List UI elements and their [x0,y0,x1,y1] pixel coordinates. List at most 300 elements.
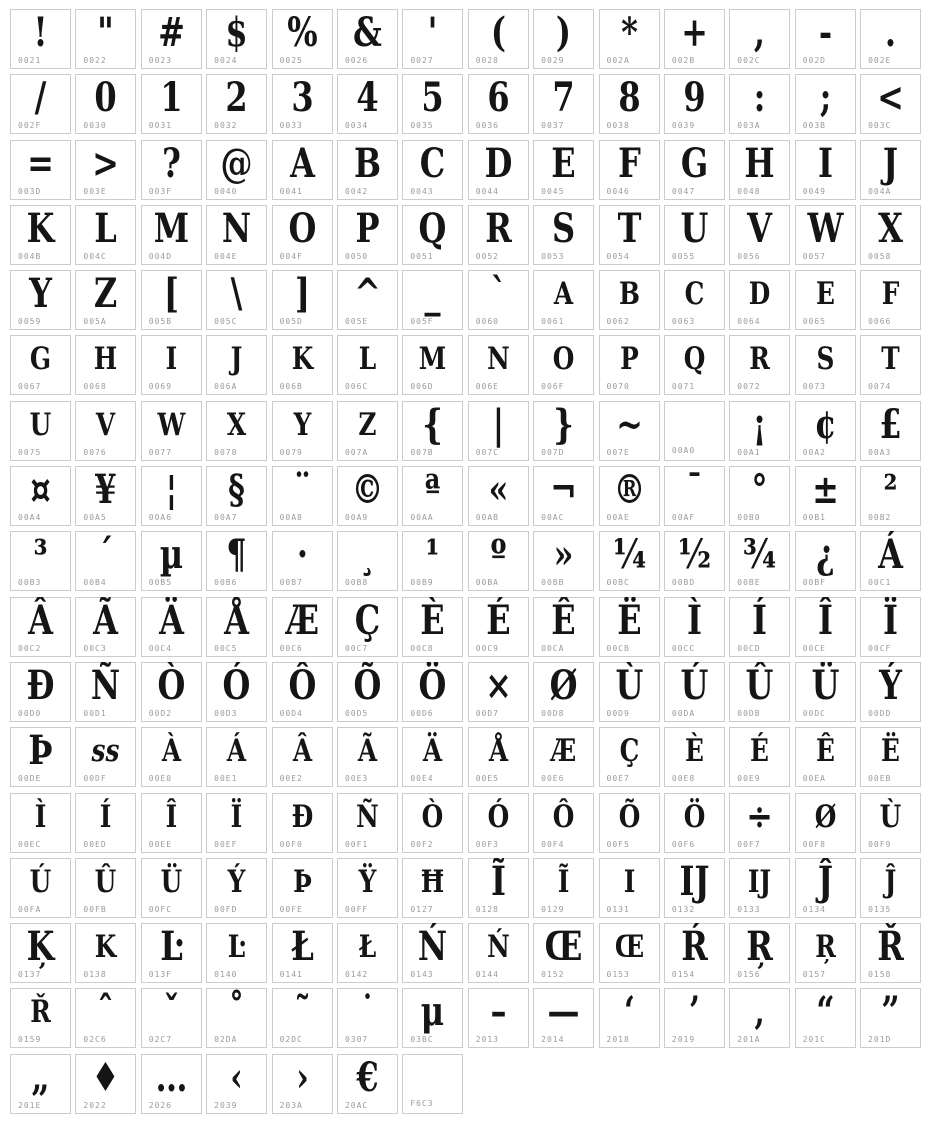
glyph-cell-003B[interactable] [795,74,856,134]
glyph-cell-00FB[interactable] [75,858,136,918]
glyph-cell-0072[interactable] [729,335,790,395]
glyph-cell-0077[interactable] [141,401,202,461]
glyph-code: 0031 [148,121,173,131]
glyph: Ã [93,596,119,644]
glyph-cell-013F[interactable] [141,923,202,983]
glyph-cell-0041[interactable] [272,140,333,200]
glyph-cell-0064[interactable] [729,270,790,330]
glyph-cell-00A2[interactable] [795,401,856,461]
glyph: } [553,400,574,448]
glyph-code: 00E2 [279,774,303,784]
glyph-cell-0033[interactable] [272,74,333,134]
glyph-cell-00F7[interactable] [729,793,790,853]
glyph-cell-00B2[interactable] [860,466,921,526]
glyph: Ç [354,596,381,644]
glyph-code: 004B [18,251,42,261]
glyph-cell-0039[interactable] [664,74,725,134]
glyph-code: 0144 [475,970,499,980]
glyph: > [92,139,120,187]
glyph-cell-00D9[interactable] [599,662,660,722]
glyph-code: 00F5 [606,839,630,849]
glyph-cell-0023[interactable] [141,9,202,69]
glyph-cell-0128[interactable] [468,858,529,918]
glyph-cell-0153[interactable] [599,923,660,983]
glyph-cell-0131[interactable] [599,858,660,918]
glyph-cell-004D[interactable] [141,205,202,265]
glyph-cell-2022[interactable] [75,1054,136,1114]
glyph-cell-00FC[interactable] [141,858,202,918]
glyph: ? [161,139,181,187]
glyph-code: 0027 [410,56,434,65]
glyph-cell-0035[interactable] [402,74,463,134]
glyph-cell-00CB[interactable] [599,597,660,657]
glyph-cell-0062[interactable] [599,270,660,330]
glyph-cell-00F4[interactable] [533,793,594,853]
glyph-cell-006F[interactable] [533,335,594,395]
glyph-cell-00ED[interactable] [75,793,136,853]
glyph-cell-00B9[interactable] [402,531,463,591]
glyph-cell-00AE[interactable] [599,466,660,526]
glyph-cell-0074[interactable] [860,335,921,395]
glyph-cell-00A1[interactable] [729,401,790,461]
glyph-cell-00DA[interactable] [664,662,725,722]
glyph-cell-0027[interactable] [402,9,463,69]
glyph: I [817,139,833,187]
glyph-cell-00A6[interactable] [141,466,202,526]
glyph-cell-00F9[interactable] [860,793,921,853]
glyph-cell-0078[interactable] [206,401,267,461]
glyph-cell-00E7[interactable] [599,727,660,787]
glyph-cell-00C1[interactable] [860,531,921,591]
glyph-cell-00C5[interactable] [206,597,267,657]
glyph-cell-0060[interactable] [468,270,529,330]
glyph-cell-00BB[interactable] [533,531,594,591]
glyph: Ô [288,661,316,709]
glyph-cell-0127[interactable] [402,858,463,918]
glyph-cell-005A[interactable] [75,270,136,330]
glyph-cell-004A[interactable] [860,140,921,200]
glyph-cell-00A7[interactable] [206,466,267,526]
glyph-cell-0050[interactable] [337,205,398,265]
glyph-cell-00EE[interactable] [141,793,202,853]
glyph-cell-0307[interactable] [337,988,398,1048]
glyph-cell-0143[interactable] [402,923,463,983]
glyph: < [877,74,904,122]
glyph-cell-0059[interactable] [10,270,71,330]
glyph: Ä [158,596,184,644]
glyph-code: 00EB [868,774,892,784]
glyph-code: 0048 [737,186,761,196]
glyph: \ [230,270,243,318]
glyph-cell-0021[interactable] [10,9,71,69]
glyph-cell-00E1[interactable] [206,727,267,787]
glyph-cell-005E[interactable] [337,270,398,330]
glyph-code: 0071 [671,382,696,392]
glyph-cell-0132[interactable] [664,858,725,918]
glyph-cell-007A[interactable] [337,401,398,461]
glyph-cell-00E9[interactable] [729,727,790,787]
glyph-cell-0043[interactable] [402,140,463,200]
glyph-cell-02DA[interactable] [206,988,267,1048]
glyph: ( [490,9,506,56]
glyph-cell-0052[interactable] [468,205,529,265]
glyph-code: 0021 [18,56,42,65]
glyph-code: 2019 [671,1035,696,1045]
glyph-code: 0065 [802,317,826,327]
glyph-cell-2013[interactable] [468,988,529,1048]
glyph-cell-0025[interactable] [272,9,333,69]
glyph-cell-00B3[interactable] [10,531,71,591]
glyph-cell-0066[interactable] [860,270,921,330]
glyph-cell-004E[interactable] [206,205,267,265]
glyph-cell-00D7[interactable] [468,662,529,722]
glyph-cell-00AF[interactable] [664,466,725,526]
glyph-cell-2026[interactable] [141,1054,202,1114]
glyph-cell-0053[interactable] [533,205,594,265]
glyph-cell-00EB[interactable] [860,727,921,787]
glyph-code: 0038 [606,121,630,131]
glyph-cell-0030[interactable] [75,74,136,134]
glyph-cell-005D[interactable] [272,270,333,330]
glyph-cell-0045[interactable] [533,140,594,200]
glyph-cell-2019[interactable] [664,988,725,1048]
glyph-cell-0031[interactable] [141,74,202,134]
glyph-cell-00AA[interactable] [402,466,463,526]
glyph-cell-0135[interactable] [860,858,921,918]
glyph-cell-00FD[interactable] [206,858,267,918]
glyph-cell-02C7[interactable] [141,988,202,1048]
glyph-code: 00E7 [606,774,630,784]
glyph-cell-0134[interactable] [795,858,856,918]
glyph-cell-007E[interactable] [599,401,660,461]
glyph-code: 00F6 [671,839,696,849]
glyph-cell-0063[interactable] [664,270,725,330]
glyph-cell-006A[interactable] [206,335,267,395]
glyph-cell-201C[interactable] [795,988,856,1048]
glyph-cell-0055[interactable] [664,205,725,265]
glyph-cell-003D[interactable] [10,140,71,200]
glyph-cell-00E4[interactable] [402,727,463,787]
glyph-cell-0073[interactable] [795,335,856,395]
glyph-code: 0049 [802,186,826,196]
glyph-cell-00C8[interactable] [402,597,463,657]
glyph-cell-00D1[interactable] [75,662,136,722]
glyph-cell-00E3[interactable] [337,727,398,787]
glyph [671,402,718,446]
glyph: Þ [28,727,53,775]
glyph-cell-006D[interactable] [402,335,463,395]
glyph-cell-0036[interactable] [468,74,529,134]
glyph-cell-0026[interactable] [337,9,398,69]
glyph-cell-0032[interactable] [206,74,267,134]
glyph-cell-00D2[interactable] [141,662,202,722]
glyph-cell-0142[interactable] [337,923,398,983]
glyph-cell-201E[interactable] [10,1054,71,1114]
glyph-cell-0029[interactable] [533,9,594,69]
glyph-cell-2014[interactable] [533,988,594,1048]
glyph-cell-203A[interactable] [272,1054,333,1114]
glyph-cell-00EF[interactable] [206,793,267,853]
glyph-cell-0138[interactable] [75,923,136,983]
glyph-cell-00EC[interactable] [10,793,71,853]
glyph-cell-0152[interactable] [533,923,594,983]
glyph-code: 007B [410,447,434,457]
glyph: Æ [285,596,319,644]
glyph-cell-0046[interactable] [599,140,660,200]
glyph-cell-00E6[interactable] [533,727,594,787]
glyph-cell-006B[interactable] [272,335,333,395]
glyph-code: 00F9 [868,839,892,849]
glyph-cell-0061[interactable] [533,270,594,330]
glyph-cell-201A[interactable] [729,988,790,1048]
glyph-cell-00DF[interactable] [75,727,136,787]
glyph-cell-0141[interactable] [272,923,333,983]
glyph-cell-00F6[interactable] [664,793,725,853]
glyph-cell-00D5[interactable] [337,662,398,722]
glyph-cell-0065[interactable] [795,270,856,330]
glyph-cell-00A5[interactable] [75,466,136,526]
glyph-code: 0022 [83,56,107,65]
glyph-cell-004B[interactable] [10,205,71,265]
glyph: O [288,204,316,252]
glyph-cell-0133[interactable] [729,858,790,918]
glyph-code: 00F8 [802,839,826,849]
glyph-cell-0157[interactable] [795,923,856,983]
glyph-cell-007D[interactable] [533,401,594,461]
glyph-code: 00F4 [541,839,565,849]
glyph-cell-00E2[interactable] [272,727,333,787]
glyph-cell-0154[interactable] [664,923,725,983]
glyph-cell-00FF[interactable] [337,858,398,918]
glyph-code: 0128 [475,904,499,914]
glyph-cell-00CF[interactable] [860,597,921,657]
glyph-code: 00CC [671,643,696,653]
glyph-cell-201D[interactable] [860,988,921,1048]
glyph-cell-00C3[interactable] [75,597,136,657]
glyph: 5 [421,74,444,122]
glyph-cell-004F[interactable] [272,205,333,265]
glyph-cell-00CA[interactable] [533,597,594,657]
glyph-cell-00E0[interactable] [141,727,202,787]
glyph-cell-2018[interactable] [599,988,660,1048]
glyph-cell-00DE[interactable] [10,727,71,787]
glyph-cell-00B1[interactable] [795,466,856,526]
glyph-cell-00B7[interactable] [272,531,333,591]
glyph-cell-00B5[interactable] [141,531,202,591]
glyph-cell-00EA[interactable] [795,727,856,787]
glyph-cell-0028[interactable] [468,9,529,69]
glyph-code: 00B5 [148,578,173,588]
glyph: I [165,341,178,378]
glyph: Z [358,406,377,443]
glyph-cell-0129[interactable] [533,858,594,918]
glyph-cell-002F[interactable] [10,74,71,134]
glyph-code: 006D [410,382,434,392]
glyph-cell-005F[interactable] [402,270,463,330]
glyph-code: 007D [541,447,565,457]
glyph-cell-00B4[interactable] [75,531,136,591]
glyph-cell-0038[interactable] [599,74,660,134]
glyph-cell-007C[interactable] [468,401,529,461]
glyph-cell-00A4[interactable] [10,466,71,526]
glyph-cell-007B[interactable] [402,401,463,461]
glyph-cell-002C[interactable] [729,9,790,69]
glyph-cell-00DC[interactable] [795,662,856,722]
glyph-cell-0070[interactable] [599,335,660,395]
glyph-cell-2039[interactable] [206,1054,267,1114]
glyph-cell-00BE[interactable] [729,531,790,591]
glyph-cell-00BF[interactable] [795,531,856,591]
glyph-cell-003A[interactable] [729,74,790,134]
glyph-cell-0156[interactable] [729,923,790,983]
glyph-cell-0049[interactable] [795,140,856,200]
glyph-cell-0051[interactable] [402,205,463,265]
glyph-cell-00F0[interactable] [272,793,333,853]
glyph-cell-0058[interactable] [860,205,921,265]
glyph-cell-0158[interactable] [860,923,921,983]
glyph-cell-03BC[interactable] [402,988,463,1048]
glyph-code: 00AC [541,513,565,523]
glyph-cell-00F2[interactable] [402,793,463,853]
glyph-cell-0069[interactable] [141,335,202,395]
glyph-code: 00DF [83,774,107,784]
glyph-cell-00E5[interactable] [468,727,529,787]
glyph-cell-00F5[interactable] [599,793,660,853]
glyph-cell-002D[interactable] [795,9,856,69]
glyph-cell-00A8[interactable] [272,466,333,526]
glyph-cell-00FE[interactable] [272,858,333,918]
glyph-cell-0022[interactable] [75,9,136,69]
glyph-code: 00FA [18,904,42,914]
glyph-cell-00FA[interactable] [10,858,71,918]
glyph-cell-F6C3[interactable] [402,1054,463,1114]
glyph-cell-005C[interactable] [206,270,267,330]
glyph-cell-00D3[interactable] [206,662,267,722]
glyph-cell-0067[interactable] [10,335,71,395]
glyph-cell-0076[interactable] [75,401,136,461]
glyph-code: 2039 [214,1100,238,1110]
glyph-cell-0054[interactable] [599,205,660,265]
glyph: [ [163,270,179,318]
glyph-cell-004C[interactable] [75,205,136,265]
glyph-cell-00B0[interactable] [729,466,790,526]
glyph-cell-0047[interactable] [664,140,725,200]
glyph-cell-003E[interactable] [75,140,136,200]
glyph: 4 [356,74,379,122]
glyph: M [153,204,189,252]
glyph: L [358,341,377,378]
glyph-cell-00C7[interactable] [337,597,398,657]
glyph-cell-0159[interactable] [10,988,71,1048]
glyph-cell-00F3[interactable] [468,793,529,853]
glyph-cell-00C4[interactable] [141,597,202,657]
glyph-cell-00CD[interactable] [729,597,790,657]
glyph-cell-0137[interactable] [10,923,71,983]
glyph-cell-00AC[interactable] [533,466,594,526]
glyph-code: 0078 [214,447,238,457]
glyph-cell-02DC[interactable] [272,988,333,1048]
glyph-code: 003D [18,186,42,196]
glyph-cell-00D8[interactable] [533,662,594,722]
glyph-code: 00B0 [737,513,761,523]
glyph-cell-00BC[interactable] [599,531,660,591]
glyph: Ê [815,733,835,770]
glyph-cell-005B[interactable] [141,270,202,330]
glyph-cell-0071[interactable] [664,335,725,395]
glyph: ˆ [97,988,114,1036]
glyph-code: 0056 [737,251,761,261]
glyph-cell-00A3[interactable] [860,401,921,461]
glyph-code: 00A0 [671,445,696,455]
glyph-cell-0034[interactable] [337,74,398,134]
glyph-cell-002E[interactable] [860,9,921,69]
glyph-cell-0056[interactable] [729,205,790,265]
glyph-cell-00D6[interactable] [402,662,463,722]
glyph-code: 002C [737,56,761,65]
glyph-cell-002A[interactable] [599,9,660,69]
glyph-code: 00D1 [83,708,107,718]
glyph-cell-00BD[interactable] [664,531,725,591]
glyph-cell-00A9[interactable] [337,466,398,526]
glyph-cell-0075[interactable] [10,401,71,461]
glyph-cell-20AC[interactable] [337,1054,398,1114]
glyph-cell-00B6[interactable] [206,531,267,591]
glyph-cell-00AB[interactable] [468,466,529,526]
glyph-cell-00C9[interactable] [468,597,529,657]
glyph-cell-00CE[interactable] [795,597,856,657]
glyph: & [353,9,382,56]
glyph-cell-02C6[interactable] [75,988,136,1048]
glyph-cell-0140[interactable] [206,923,267,983]
glyph-cell-00F1[interactable] [337,793,398,853]
glyph-cell-006E[interactable] [468,335,529,395]
glyph-cell-00CC[interactable] [664,597,725,657]
glyph: ¥ [94,466,118,514]
glyph-code: 0037 [541,121,565,131]
glyph-cell-00E8[interactable] [664,727,725,787]
glyph-cell-00DB[interactable] [729,662,790,722]
glyph-cell-003C[interactable] [860,74,921,134]
glyph-cell-00C2[interactable] [10,597,71,657]
glyph-cell-00B8[interactable] [337,531,398,591]
glyph-cell-0024[interactable] [206,9,267,69]
glyph-cell-003F[interactable] [141,140,202,200]
glyph: £ [879,400,902,448]
glyph-cell-00DD[interactable] [860,662,921,722]
glyph-cell-0044[interactable] [468,140,529,200]
glyph-code: 00AF [671,513,696,523]
glyph-cell-0037[interactable] [533,74,594,134]
glyph-cell-0057[interactable] [795,205,856,265]
glyph: C [420,139,446,187]
glyph-cell-0048[interactable] [729,140,790,200]
glyph-cell-0079[interactable] [272,401,333,461]
glyph-cell-0144[interactable] [468,923,529,983]
glyph-cell-00D4[interactable] [272,662,333,722]
glyph-code: 005E [344,317,369,327]
glyph-cell-0042[interactable] [337,140,398,200]
glyph-cell-00C6[interactable] [272,597,333,657]
glyph-cell-0040[interactable] [206,140,267,200]
glyph-cell-00A0[interactable] [664,401,725,461]
glyph-cell-002B[interactable] [664,9,725,69]
glyph-cell-0068[interactable] [75,335,136,395]
glyph-cell-00F8[interactable] [795,793,856,853]
glyph-cell-00D0[interactable] [10,662,71,722]
glyph-cell-006C[interactable] [337,335,398,395]
glyph-code: 00E6 [541,774,565,784]
glyph-cell-00BA[interactable] [468,531,529,591]
